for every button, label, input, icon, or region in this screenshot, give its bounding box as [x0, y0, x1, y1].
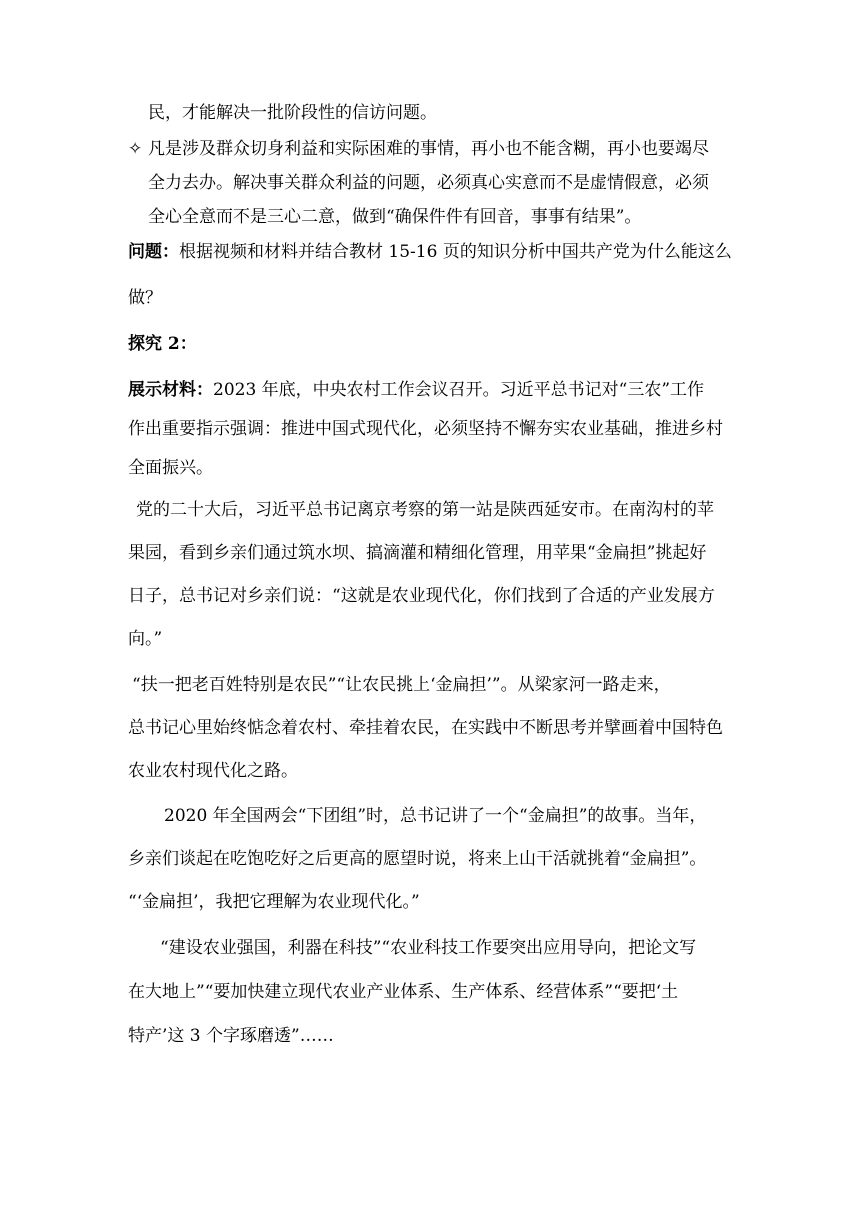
- material-line: 全面振兴。: [128, 458, 213, 478]
- material-label: 展示材料：: [128, 380, 213, 400]
- paragraph-line: 农业农村现代化之路。: [128, 761, 298, 781]
- paragraph-line: 特产’这 3 个字琢磨透”……: [128, 1026, 334, 1046]
- paragraph-line: 乡亲们谈起在吃饱吃好之后更高的愿望时说，将来上山干活就挑着“金扁担”。: [128, 849, 707, 869]
- paragraph-line: 总书记心里始终惦念着农村、牵挂着农民，在实践中不断思考并擘画着中国特色: [128, 718, 723, 738]
- paragraph-line: 向。”: [128, 629, 163, 649]
- paragraph-line: “建设农业强国，利器在科技”“农业科技工作要突出应用导向，把论文写: [160, 938, 697, 958]
- bullet-paragraph-line: 凡是涉及群众切身利益和实际困难的事情，再小也不能含糊，再小也要竭尽: [148, 139, 709, 159]
- bullet-paragraph-line: 全力去办。解决事关群众利益的问题，必须真心实意而不是虚情假意，必须: [148, 173, 709, 193]
- material-line: [128, 379, 748, 401]
- bullet-paragraph-line: 全心全意而不是三心二意，做到“确保件件有回音，事事有结果”。: [148, 207, 642, 227]
- section-heading: 探究 2：: [128, 334, 197, 354]
- question-text: 根据视频和材料并结合教材 15-16 页的知识分析中国共产党为什么能这么: [179, 242, 732, 262]
- paragraph-line: “扶一把老百姓特别是农民”“让农民挑上‘金扁担’”。从梁家河一路走来，: [132, 675, 671, 695]
- paragraph-line: “‘金扁担’，我把它理解为农业现代化。”: [128, 892, 420, 912]
- material-text: 2023 年底，中央农村工作会议召开。习近平总书记对“三农”工作: [213, 380, 705, 400]
- paragraph-line: 党的二十大后，习近平总书记离京考察的第一站是陕西延安市。在南沟村的苹: [136, 500, 714, 520]
- paragraph-line: 日子，总书记对乡亲们说：“这就是农业现代化，你们找到了合适的产业发展方: [128, 586, 715, 606]
- diamond-bullet-icon: ✧: [128, 139, 143, 159]
- paragraph-line: 在大地上”“要加快建立现代农业产业体系、生产体系、经营体系”“要把‘土: [128, 982, 679, 1002]
- material-line: 作出重要指示强调：推进中国式现代化，必须坚持不懈夯实农业基础，推进乡村: [128, 419, 723, 439]
- paragraph-line: 果园，看到乡亲们通过筑水坝、搞滴灌和精细化管理，用苹果“金扁担”挑起好: [128, 543, 707, 563]
- paragraph-line: 2020 年全国两会“下团组”时，总书记讲了一个“金扁担”的故事。当年，: [164, 806, 707, 826]
- question-line: [128, 241, 748, 263]
- question-label: 问题：: [128, 242, 179, 262]
- question-line: 做？: [128, 288, 162, 308]
- paragraph-line: 民，才能解决一批阶段性的信访问题。: [148, 103, 437, 123]
